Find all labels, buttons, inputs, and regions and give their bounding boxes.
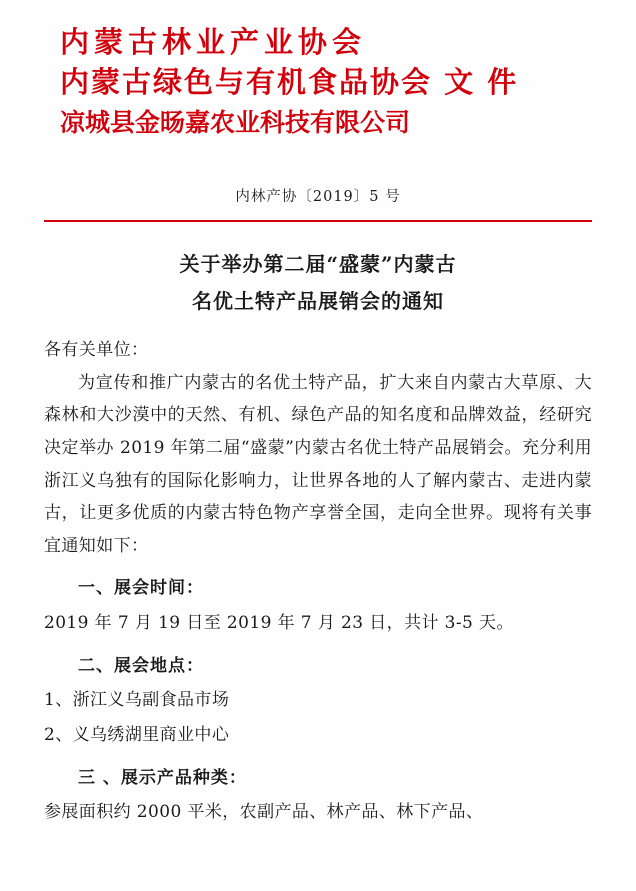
section-heading-3: 三 、展示产品种类： (78, 767, 247, 788)
section-heading-2: 二、展会地点： (78, 655, 204, 676)
section-1-item-1: 2019 年 7 月 19 日至 2019 年 7 月 23 日，共计 3-5 天。 (44, 613, 514, 634)
masthead-line-1: 内蒙古林业产业协会 (60, 25, 367, 59)
document-body (44, 334, 592, 829)
section-heading-1: 一、展会时间： (78, 578, 204, 599)
title-line-1: 关于举办第二届“盛蒙”内蒙古 (179, 252, 457, 277)
section-3-item-1: 参展面积约 2000 平米，农副产品、林产品、林下产品、 (44, 802, 484, 823)
paragraph-1: 为宣传和推广内蒙古的名优土特产品，扩大来自内蒙古大草原、大森林和大沙漠中的天然、有机、绿色产品的知名度和品牌效益，经研究决定举办 2019 年第二届“盛蒙”内蒙古名优土特产品展销会。充分利用浙江义乌独有的国际化影响力，让世界各地的人了解内蒙古、走进内蒙古，让更多优质的内蒙古特色物产享誉全国，走向全世界。现将有关事宜通知如下： (44, 372, 592, 556)
salutation: 各有关单位： (44, 340, 149, 361)
masthead-line-2: 内蒙古绿色与有机食品协会 文 件 (60, 65, 519, 100)
section-2-item-2: 2、义乌绣湖里商业中心 (44, 724, 230, 745)
title-line-2: 名优土特产品展销会的通知 (192, 289, 444, 314)
red-divider-rule (44, 220, 592, 223)
document-title (44, 246, 592, 320)
section-2-item-1: 1、浙江义乌副食品市场 (44, 690, 230, 711)
masthead (44, 0, 592, 141)
masthead-line-3: 凉城县金旸嘉农业科技有限公司 (60, 108, 411, 138)
document-number: 内林产协〔2019〕5 号 (235, 188, 401, 205)
